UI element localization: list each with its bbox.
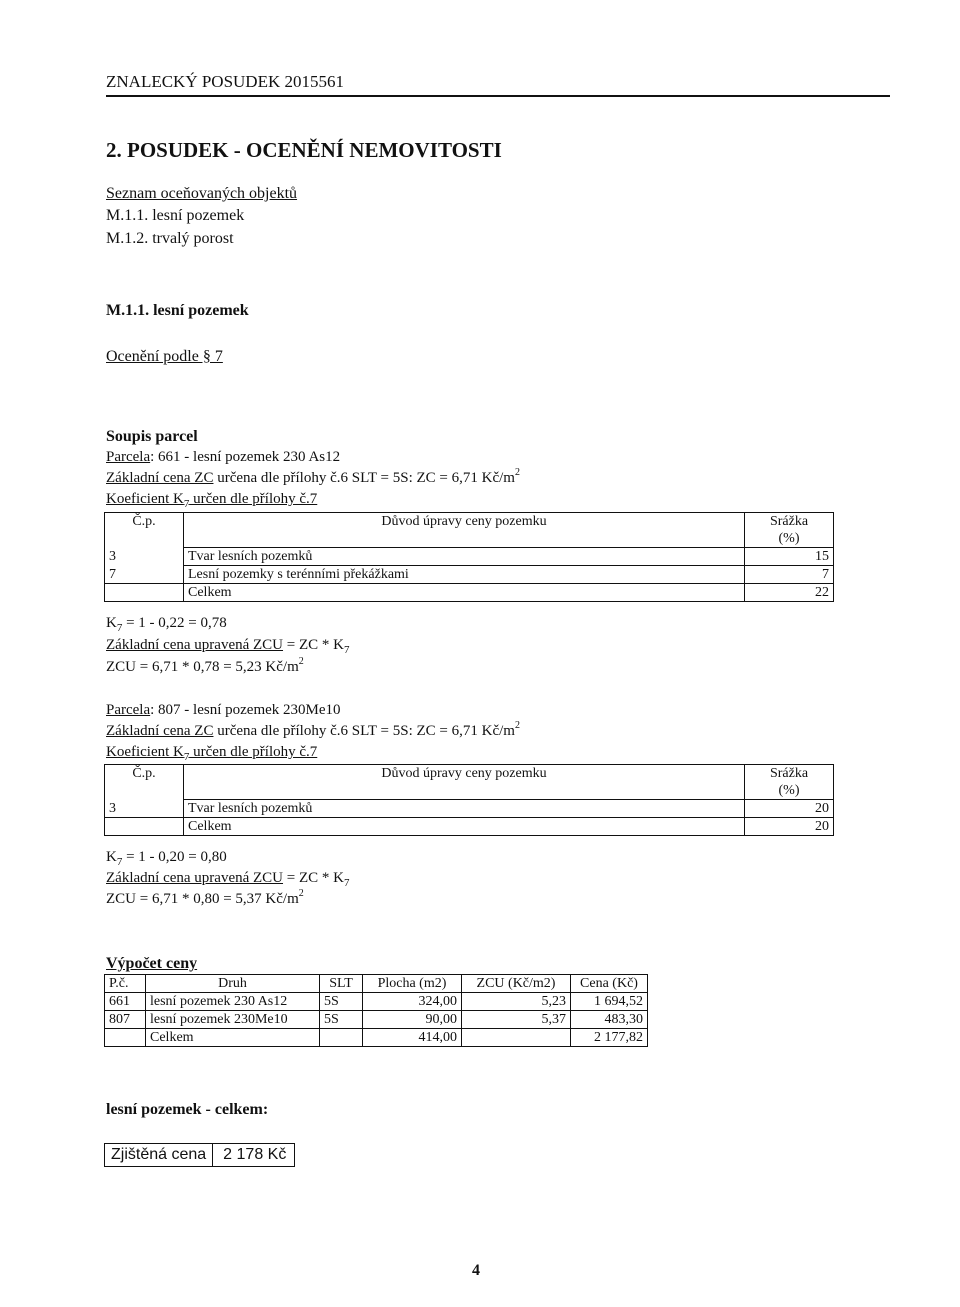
parcel-1-table	[104, 512, 834, 602]
parcel-2-k: Koeficient $K_7$ určen dle přílohy č.7	[106, 744, 318, 763]
row-pct: 15	[745, 548, 834, 566]
table-row	[105, 1011, 648, 1029]
row-cp: 3	[105, 800, 184, 818]
row-pct: 22	[745, 584, 834, 602]
cell-empty	[462, 1029, 571, 1047]
cell-price: 1 694,52	[571, 993, 648, 1011]
row-reason: Lesní pozemky s terénními překážkami	[184, 566, 745, 584]
summary-heading: lesní pozemek - celkem:	[106, 1101, 269, 1118]
zcu-formula: Základní cena upravená ZCU = ZC * $K_7$	[106, 637, 350, 656]
parcel-label: Parcela	[106, 449, 151, 465]
k-label: Koeficient $K_7$ určen dle přílohy č.7	[106, 491, 318, 510]
row-pct: 20	[745, 800, 834, 818]
row-cp	[105, 584, 184, 602]
parcel-1-k	[106, 491, 317, 510]
table-header-row	[105, 975, 648, 993]
header-rule	[106, 95, 890, 97]
object-item: M.1.2. trvalý porost	[106, 230, 234, 247]
col-cp-header: Č.p.	[105, 765, 184, 800]
cell-total-price: 2 177,82	[571, 1029, 648, 1047]
object-item: M.1.1. lesní pozemek	[106, 207, 245, 224]
table-header-row	[105, 513, 834, 548]
calculation-heading: Výpočet ceny	[106, 955, 198, 972]
k-calculation: $K_7 = 1 - 0,22 = 0,78$	[106, 615, 227, 634]
cell-druh: lesní pozemek 230 As12	[146, 993, 320, 1011]
col-header: ZCU (Kč/m2)	[462, 975, 571, 993]
section-title: 2. POSUDEK - OCENĚNÍ NEMOVITOSTI	[106, 138, 502, 162]
table-row	[105, 993, 648, 1011]
cell-slt: 5S	[320, 993, 363, 1011]
cell-total-area: 414,00	[363, 1029, 462, 1047]
table-total-row	[105, 584, 834, 602]
cell-zcu: 5,37	[462, 1011, 571, 1029]
cell-total-label: Celkem	[146, 1029, 320, 1047]
cell-area: 90,00	[363, 1011, 462, 1029]
row-cp: 7	[105, 566, 184, 584]
cell-area: 324,00	[363, 993, 462, 1011]
row-cp: 3	[105, 548, 184, 566]
col-cp-header: Č.p.	[105, 513, 184, 548]
table-row	[105, 800, 834, 818]
cell-slt: 5S	[320, 1011, 363, 1029]
objects-heading: Seznam oceňovaných objektů	[106, 185, 298, 202]
zc-label: Základní cena ZC	[106, 470, 214, 486]
zc-exponent: 2	[514, 467, 520, 478]
col-reason-header: Důvod úpravy ceny pozemku	[184, 765, 745, 800]
col-reason-header: Důvod úpravy ceny pozemku	[184, 513, 745, 548]
row-reason: Celkem	[184, 584, 745, 602]
zcu-formula: Základní cena upravená ZCU = ZC * $K_7$	[106, 870, 350, 889]
table-header-row	[105, 765, 834, 800]
k-calculation: $K_7 = 1 - 0,20 = 0,80$	[106, 849, 227, 868]
summary-label: Zjištěná cena	[105, 1144, 213, 1167]
parcel-2-line: Parcela: 807 - lesní pozemek 230Me10	[106, 702, 341, 718]
cell-zcu: 5,23	[462, 993, 571, 1011]
row-cp	[105, 818, 184, 836]
col-pct-header: Srážka (%)	[745, 765, 834, 800]
cell-empty	[105, 1029, 146, 1047]
col-header: P.č.	[105, 975, 146, 993]
row-reason: Tvar lesních pozemků	[184, 548, 745, 566]
document-header: ZNALECKÝ POSUDEK 2015561	[106, 72, 344, 91]
row-reason: Celkem	[184, 818, 745, 836]
subsection-title: M.1.1. lesní pozemek	[106, 302, 249, 319]
col-header: SLT	[320, 975, 363, 993]
summary-value: 2 178 Kč	[213, 1144, 295, 1167]
cell-price: 483,30	[571, 1011, 648, 1029]
cell-pc: 661	[105, 993, 146, 1011]
cell-empty	[320, 1029, 363, 1047]
zc-value: určena dle přílohy č.6 SLT = 5S: ZC = 6,71 Kč/m	[213, 470, 515, 486]
col-header: Plocha (m2)	[363, 975, 462, 993]
col-pct-header: Srážka (%)	[745, 513, 834, 548]
parcel-1-line	[106, 449, 340, 466]
parcel-1-zc	[106, 467, 520, 487]
table-total-row	[105, 818, 834, 836]
zcu-calculation: ZCU = 6,71 * 0,80 = 5,37 $Kč/m^2$	[106, 888, 304, 907]
col-header: Cena (Kč)	[571, 975, 648, 993]
zcu-calculation: ZCU = 6,71 * 0,78 = 5,23 $Kč/m^2$	[106, 656, 304, 675]
cell-pc: 807	[105, 1011, 146, 1029]
table-total-row	[105, 1029, 648, 1047]
col-header: Druh	[146, 975, 320, 993]
parcel-2-zc: Základní cena ZC určena dle přílohy č.6 SLT = 5S: ZC = 6,71 $Kč/m^2$	[106, 720, 520, 739]
page-number: 4	[472, 1262, 480, 1279]
table-row	[105, 566, 834, 584]
row-pct: 20	[745, 818, 834, 836]
table-row	[105, 548, 834, 566]
row-pct: 7	[745, 566, 834, 584]
parcel-value: : 661 - lesní pozemek 230 As12	[150, 449, 341, 465]
summary-box	[104, 1143, 295, 1167]
calculation-table	[104, 974, 648, 1047]
row-reason: Tvar lesních pozemků	[184, 800, 745, 818]
parcel-2-table	[104, 764, 834, 836]
parcels-heading: Soupis parcel	[106, 428, 198, 445]
cell-druh: lesní pozemek 230Me10	[146, 1011, 320, 1029]
valuation-method: Ocenění podle § 7	[106, 348, 223, 365]
